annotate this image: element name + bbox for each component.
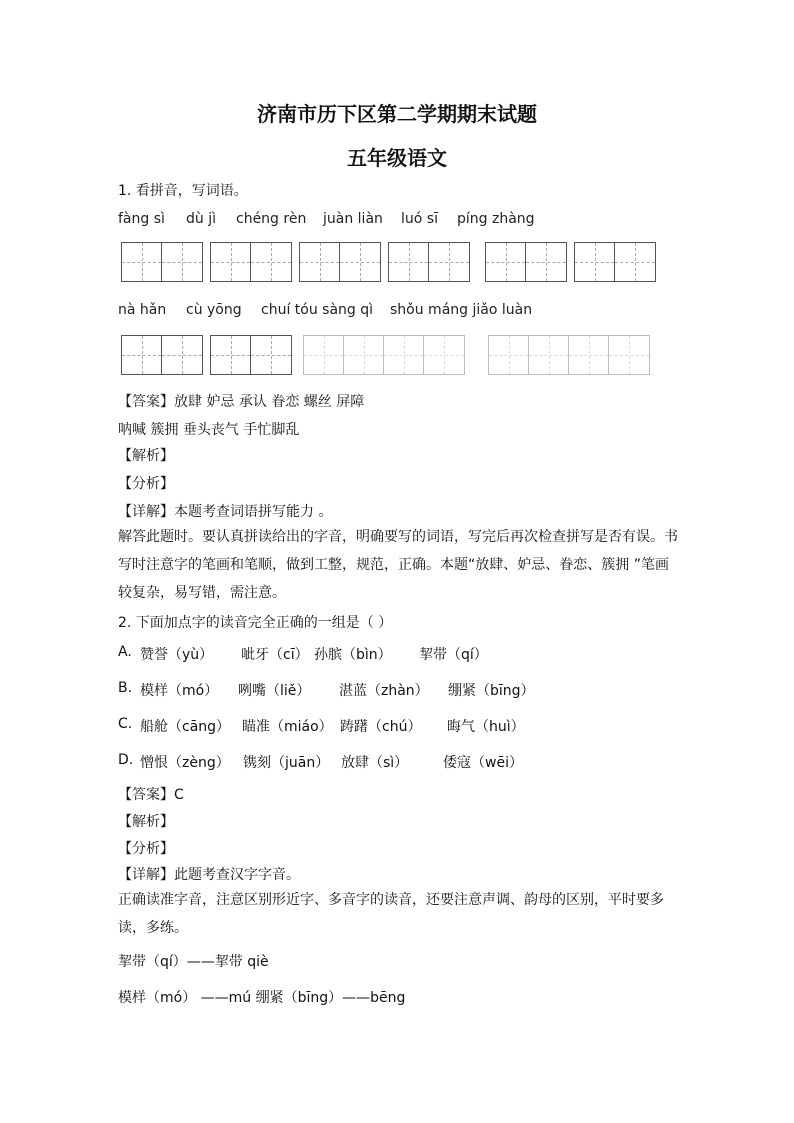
q1-answer [118,391,364,411]
writing-grid-1 [121,242,203,282]
option-b-item-1: 模样（mó） [140,683,219,699]
writing-grid-3 [299,242,381,282]
xiangjie-label: 【详解】 [118,867,174,883]
xiangjie-text: 本题考查词语拼写能力 。 [174,504,333,520]
q1-jiexi: 【解析】 [118,448,174,464]
q1-fenxi: 【分析】 [118,476,174,492]
option-c-item-4: 晦气（huì） [447,719,525,735]
answer-label: 【答案】 [118,787,174,803]
pinyin-5: luó sī [401,211,438,227]
q2-explanation: 正确读准字音，注意区别形近字、多音字的读音，还要注意声调、韵母的区别，平时要多读，多练。 [118,892,664,936]
option-c-item-2: 瞄准（miáo） [242,719,333,735]
answer-text: C [174,787,184,803]
xiangjie-text: 此题考查汉字字音。 [174,867,300,883]
q1-xiangjie [118,501,332,521]
q2-stem: 2. 下面加点字的读音完全正确的一组是（ ） [118,615,393,631]
option-c-item-1: 船舱（cāng） [140,719,231,735]
option-b-item-4: 绷紧（bīng） [448,683,535,699]
page-title: 济南市历下区第二学期期末试题 [257,102,537,126]
pinyin-6: píng zhàng [457,211,535,227]
writing-grid-10 [488,335,650,375]
writing-grid-7 [121,335,203,375]
q1-answer-line2: 呐喊 簇拥 垂头丧气 手忙脚乱 [118,422,300,438]
q2-line-a: 挈带（qí）——挈带 qiè [118,954,269,970]
option-b-item-2: 咧嘴（liě） [238,683,311,699]
q2-option-b [118,680,132,696]
pinyin-3: chéng rèn [236,211,307,227]
option-c-item-3: 踌躇（chú） [340,719,422,735]
option-d-item-3: 放肆（sì） [341,755,409,771]
pinyin-2: dù jì [186,211,216,227]
pinyin-7: nà hǎn [118,302,167,318]
q2-option-c [118,716,132,732]
q2-fenxi: 【分析】 [118,841,174,857]
option-label: C. [118,716,133,732]
option-d-item-1: 憎恨（zèng） [140,755,230,771]
option-label: B. [118,680,133,696]
writing-grid-2 [210,242,292,282]
writing-grid-8 [210,335,292,375]
option-a-item-4: 挈带（qí） [419,647,488,663]
pinyin-1: fàng sì [118,211,165,227]
pinyin-10: shǒu máng jiǎo luàn [390,302,533,318]
writing-grid-5 [485,242,567,282]
pinyin-8: cù yōng [186,302,242,318]
option-a-item-2: 呲牙（cī） [241,647,309,663]
pinyin-9: chuí tóu sàng qì [261,302,374,318]
option-b-item-3: 湛蓝（zhàn） [339,683,429,699]
writing-grid-4 [388,242,470,282]
writing-grid-6 [574,242,656,282]
q2-option-d [118,752,133,768]
option-d-item-4: 倭寇（wēi） [443,755,523,771]
option-a-item-1: 赞誉（yù） [140,647,214,663]
option-a-item-3: 孙膑（bìn） [314,647,392,663]
q2-jiexi: 【解析】 [118,814,174,830]
pinyin-4: juàn liàn [323,211,383,227]
answer-label: 【答案】 [118,394,174,410]
option-label: D. [118,752,134,768]
option-d-item-2: 镌刻（juān） [243,755,330,771]
writing-grid-9 [303,335,465,375]
q1-explanation: 解答此题时。要认真拼读给出的字音，明确要写的词语，写完后再次检查拼写是否有误。书写时注意字的笔画和笔顺，做到工整，规范，正确。本题“放肆、妒忌、眷恋、簇拥 ”笔画较复杂，易写错，需注意。 [118,529,678,601]
option-label: A. [118,644,132,660]
xiangjie-label: 【详解】 [118,504,174,520]
q2-xiangjie [118,864,300,884]
answer-text: 放肆 妒忌 承认 眷恋 螺丝 屏障 [174,394,365,410]
q2-answer [118,784,184,804]
page-subtitle: 五年级语文 [347,146,447,170]
q1-stem: 1. 看拼音，写词语。 [118,183,248,199]
q2-line-b: 模样（mó） ——mú 绷紧（bīng）——bēng [118,990,406,1006]
q2-option-a [118,644,132,660]
